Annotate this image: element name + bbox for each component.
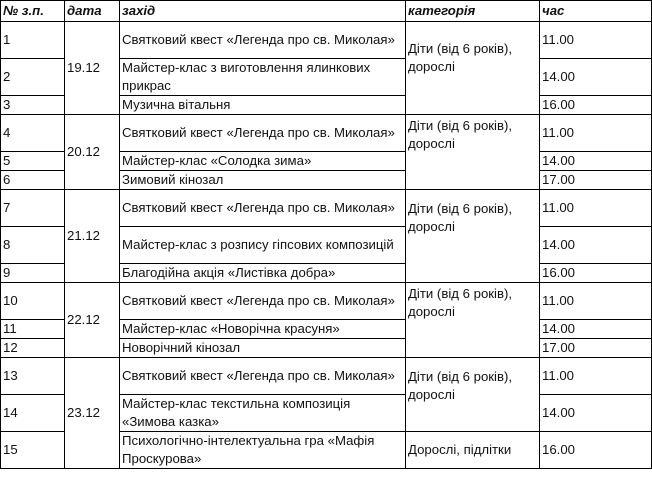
date-cell: 19.12: [65, 22, 120, 115]
time-cell: 14.00: [540, 227, 652, 264]
row-number: 10: [1, 283, 65, 320]
table-row: [1, 358, 652, 395]
event-cell: Зимовий кінозал: [120, 171, 406, 190]
time-cell: 17.00: [540, 171, 652, 190]
event-cell: Майстер-клас «Солодка зима»: [120, 152, 406, 171]
time-cell: 11.00: [540, 115, 652, 152]
row-number: 15: [1, 432, 65, 469]
date-cell: 20.12: [65, 115, 120, 190]
event-cell: Святковий квест «Легенда про св. Миколая»: [120, 115, 406, 152]
event-cell: Благодійна акція «Листівка добра»: [120, 264, 406, 283]
time-cell: 14.00: [540, 395, 652, 432]
header-time: час: [540, 1, 652, 22]
row-number: 5: [1, 152, 65, 171]
event-cell: Психологічно-інтелектуальна гра «Мафія Проскурова»: [120, 432, 406, 469]
row-number: 6: [1, 171, 65, 190]
category-cell: Діти (від 6 років), дорослі: [406, 115, 540, 190]
event-cell: Новорічний кінозал: [120, 339, 406, 358]
time-cell: 16.00: [540, 432, 652, 469]
row-number: 3: [1, 96, 65, 115]
row-number: 13: [1, 358, 65, 395]
event-cell: Святковий квест «Легенда про св. Миколая»: [120, 22, 406, 59]
table-row: [1, 115, 652, 152]
event-cell: Музична вітальня: [120, 96, 406, 115]
category-cell: Діти (від 6 років), дорослі: [406, 283, 540, 358]
time-cell: 17.00: [540, 339, 652, 358]
table-row: [1, 22, 652, 59]
header-date: дата: [65, 1, 120, 22]
header-number: № з.п.: [1, 1, 65, 22]
time-cell: 11.00: [540, 22, 652, 59]
event-cell: Майстер-клас з виготовлення ялинкових прикрас: [120, 59, 406, 96]
table-header-row: [1, 1, 652, 22]
category-cell: Дорослі, підлітки: [406, 432, 540, 469]
event-cell: Святковий квест «Легенда про св. Миколая»: [120, 190, 406, 227]
row-number: 14: [1, 395, 65, 432]
time-cell: 16.00: [540, 264, 652, 283]
table-row: [1, 190, 652, 227]
header-event: захід: [120, 1, 406, 22]
time-cell: 14.00: [540, 59, 652, 96]
date-cell: 22.12: [65, 283, 120, 358]
row-number: 8: [1, 227, 65, 264]
header-category: категорія: [406, 1, 540, 22]
time-cell: 16.00: [540, 96, 652, 115]
date-cell: 23.12: [65, 358, 120, 469]
event-cell: Майстер-клас текстильна композиція «Зимова казка»: [120, 395, 406, 432]
time-cell: 14.00: [540, 152, 652, 171]
event-cell: Майстер-клас «Новорічна красуня»: [120, 320, 406, 339]
date-cell: 21.12: [65, 190, 120, 283]
row-number: 1: [1, 22, 65, 59]
event-cell: Святковий квест «Легенда про св. Миколая»: [120, 283, 406, 320]
category-cell: Діти (від 6 років), дорослі: [406, 22, 540, 115]
table-row: [1, 283, 652, 320]
row-number: 2: [1, 59, 65, 96]
time-cell: 14.00: [540, 320, 652, 339]
category-cell: Діти (від 6 років), дорослі: [406, 190, 540, 283]
event-cell: Майстер-клас з розпису гіпсових композицій: [120, 227, 406, 264]
row-number: 11: [1, 320, 65, 339]
category-cell: Діти (від 6 років), дорослі: [406, 358, 540, 432]
row-number: 9: [1, 264, 65, 283]
event-cell: Святковий квест «Легенда про св. Миколая»: [120, 358, 406, 395]
time-cell: 11.00: [540, 358, 652, 395]
row-number: 4: [1, 115, 65, 152]
time-cell: 11.00: [540, 283, 652, 320]
row-number: 12: [1, 339, 65, 358]
row-number: 7: [1, 190, 65, 227]
time-cell: 11.00: [540, 190, 652, 227]
